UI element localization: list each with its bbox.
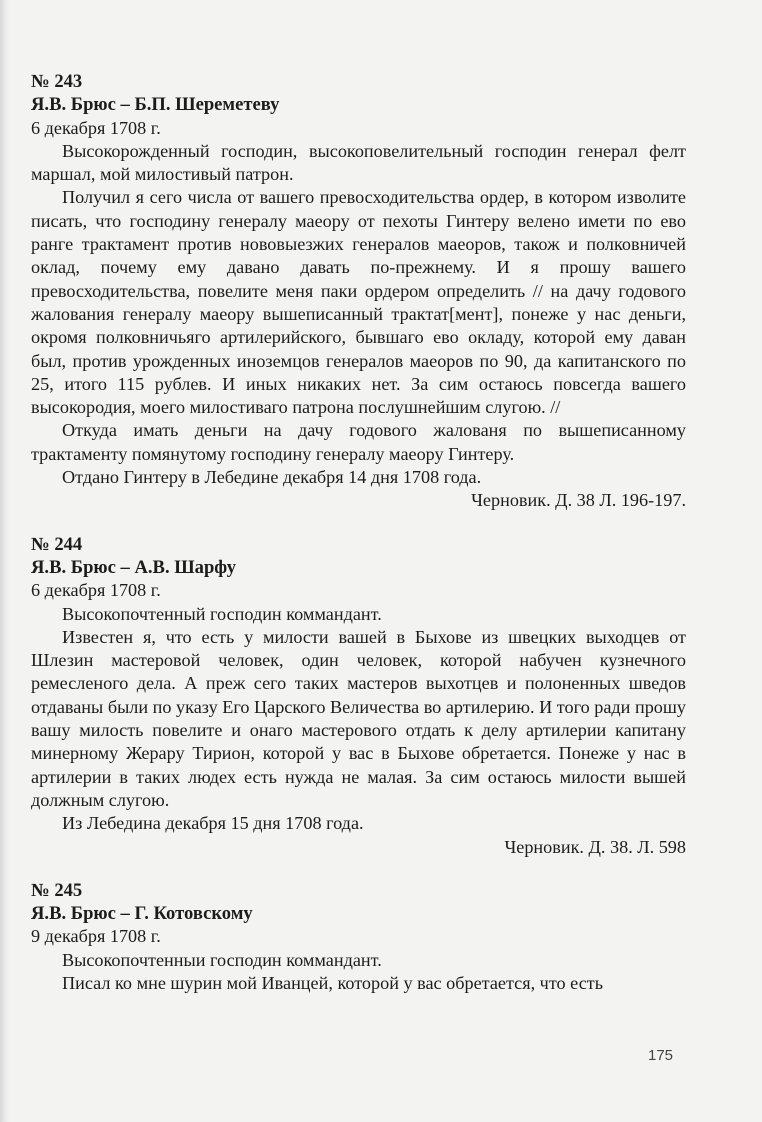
page-binding-edge [0,0,10,1122]
letter-heading: Я.В. Брюс – Г. Котовскому [31,903,253,925]
letter-heading: Я.В. Брюс – Б.П. Шереметеву [31,94,280,116]
letter-paragraph: Отдано Гинтеру в Лебедине декабря 14 дня 1708 года. [62,467,482,488]
letter-paragraph: Получил я сего числа от вашего превосходительства ордер, в котором изволите писать, что господину генералу маеору от пехоты Гинтеру велено имети по ево ранге трактамент против нововыезжих генералов маеоров, також и полковничей оклад, почему ему давано давать по-прежнему. И я прошу вашего превосходительства, повелите меня паки ордером определить // на дачу годового жалования генералу маеору вышеписанный трактат[мент], понеже у нас деньги, окромя полковничьяго артилерийского, бывшаго ево окладу, которой ему даван был, против урожденных иноземцов генералов маеоров по 90, да капитанского по 25, итого 115 рублев. И иных никаких нет. За сим остаюсь повсегда вашего высокородия, моего милостиваго патрона послушнейшим слугою. // [31,187,686,418]
letter-number: № 244 [31,533,83,555]
letter-source: Черновик. Д. 38 Л. 196-197. [471,490,686,511]
letter-paragraph: Высокопочтенныи господин коммандант. [62,949,382,970]
letter-paragraph: Откуда имать деньги на дачу годового жалованя по вышеписанному трактаменту помянутому господину генералу маеору Гинтеру. [31,420,686,464]
letter-number: № 243 [31,71,83,92]
letter-paragraph: Высокорожденный господин, высокоповелительный господин генерал фелт маршал, мой милостивый патрон. [31,140,686,185]
page-number: 175 [648,1047,674,1064]
letter-paragraph: Из Лебедина декабря 15 дня 1708 года. [62,813,364,834]
letter-paragraph: Писал ко мне шурин мой Иванцей, которой у вас обретается, что есть [62,972,604,993]
letter-number: № 245 [31,879,83,901]
letter-paragraph: Высокопочтенный господин коммандант. [62,603,382,624]
letter-paragraph: Известен я, что есть у милости вашей в Быхове из швецких выходцев от Шлезин мастеровой человек, один человек, которой набучен кузнечного ремесленого дела. А преж сего таких мастеров выхотцев и полоненных шведов отдаваны были по указу Его Царского Величества во артилерию. И того ради прошу вашу милость повелите и онаго мастерового отдать к делу артилерии капитану минерному Жерару Тирион, которой у вас в Быхове обретается. Понеже у нас в артилерии в таких людех есть нужда не малая. За сим остаюсь милости вышей должным слугою. [31,626,686,810]
letter-source: Черновик. Д. 38. Л. 598 [504,836,686,857]
page-body [31,70,686,995]
letter-date: 6 декабря 1708 г. [31,580,161,601]
letter-heading: Я.В. Брюс – А.В. Шарфу [31,556,236,578]
letter-date: 6 декабря 1708 г. [31,117,161,138]
letter-date: 9 декабря 1708 г. [31,926,161,947]
